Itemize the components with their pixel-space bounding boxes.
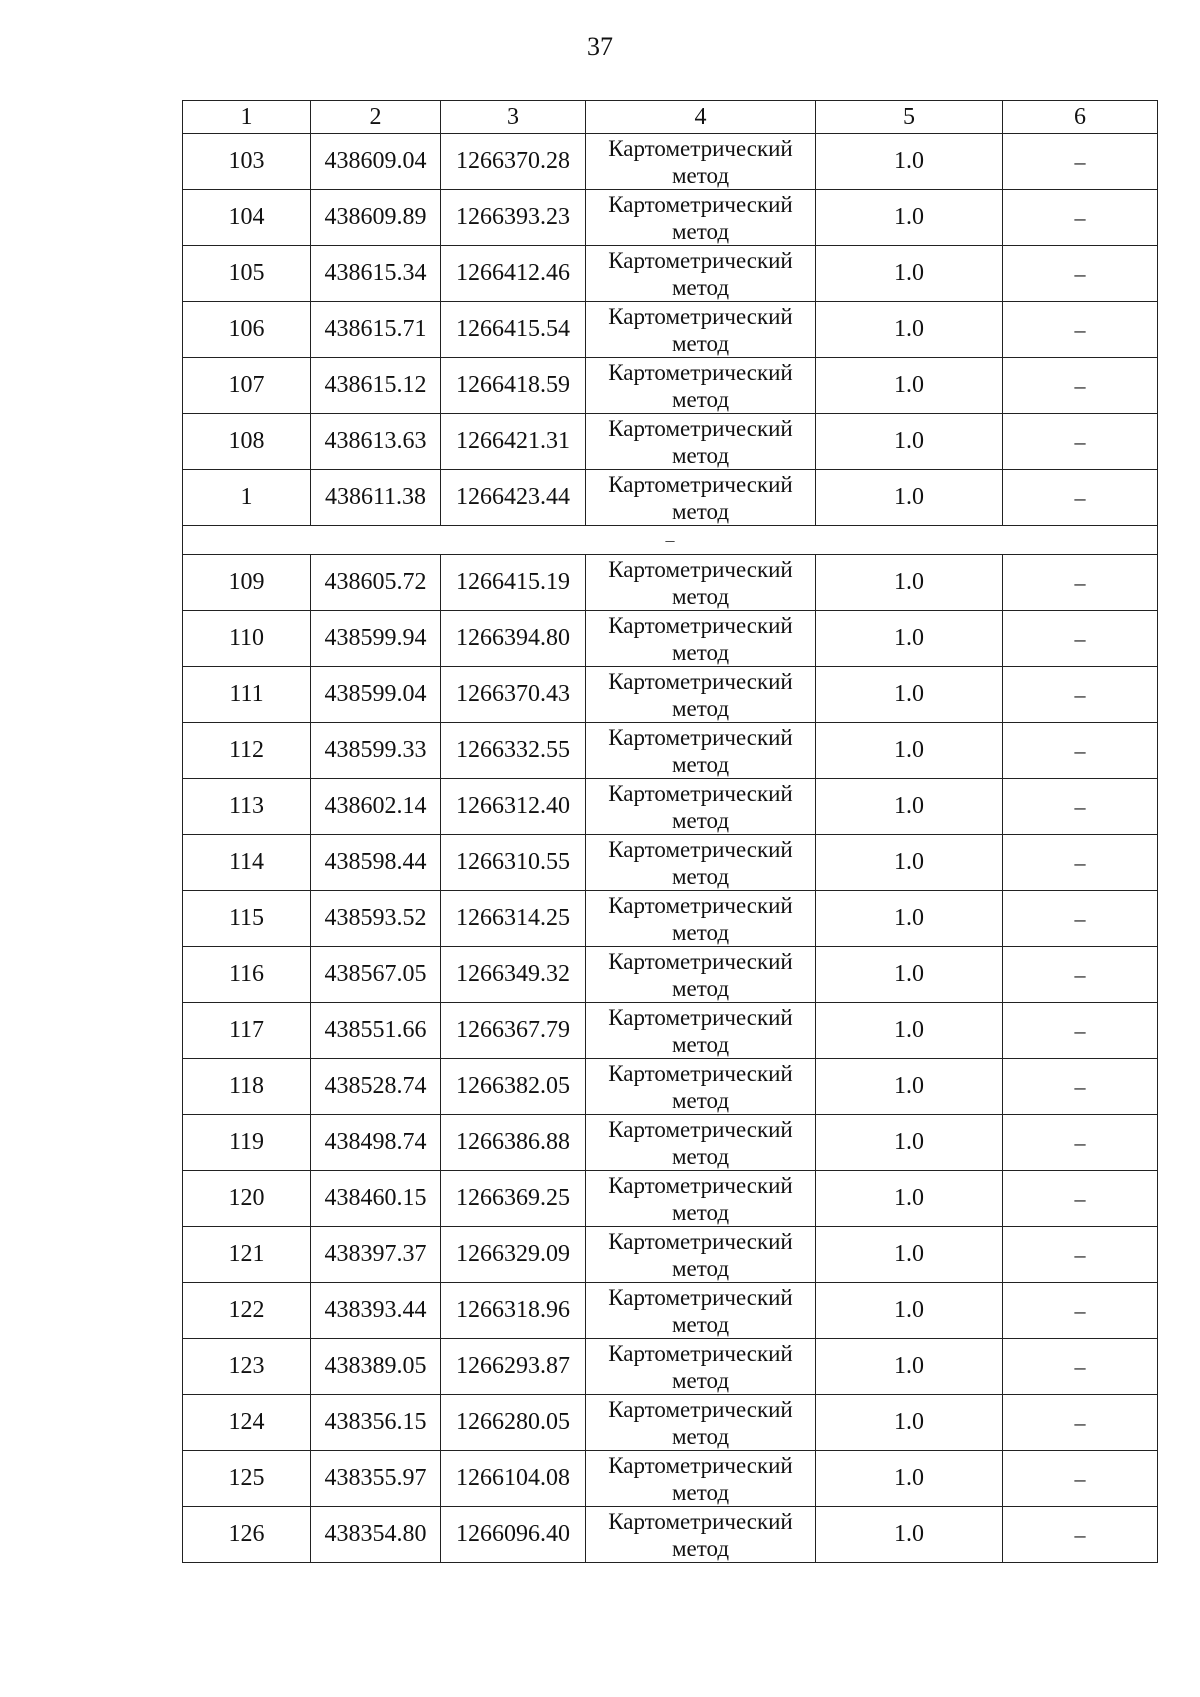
point-number-cell: 124 — [183, 1395, 311, 1451]
accuracy-cell: 1.0 — [816, 1115, 1003, 1171]
description-cell: – — [1003, 1115, 1158, 1171]
table-row — [183, 358, 1158, 414]
point-number-cell: 103 — [183, 134, 311, 190]
column-header: 6 — [1003, 101, 1158, 134]
accuracy-cell: 1.0 — [816, 555, 1003, 611]
table-body — [183, 134, 1158, 1563]
description-cell: – — [1003, 555, 1158, 611]
y-coordinate-cell: 1266421.31 — [441, 414, 586, 470]
description-cell: – — [1003, 779, 1158, 835]
y-coordinate-cell: 1266370.43 — [441, 667, 586, 723]
method-cell: Картометрический метод — [586, 779, 816, 835]
point-number-cell: 115 — [183, 891, 311, 947]
description-cell: – — [1003, 1003, 1158, 1059]
point-number-cell: 118 — [183, 1059, 311, 1115]
table-row — [183, 779, 1158, 835]
y-coordinate-cell: 1266104.08 — [441, 1451, 586, 1507]
accuracy-cell: 1.0 — [816, 1059, 1003, 1115]
table-row — [183, 134, 1158, 190]
point-number-cell: 121 — [183, 1227, 311, 1283]
table-row — [183, 1171, 1158, 1227]
description-cell: – — [1003, 470, 1158, 526]
table-row — [183, 1507, 1158, 1563]
description-cell: – — [1003, 1171, 1158, 1227]
column-header: 1 — [183, 101, 311, 134]
description-cell: – — [1003, 891, 1158, 947]
x-coordinate-cell: 438389.05 — [311, 1339, 441, 1395]
x-coordinate-cell: 438498.74 — [311, 1115, 441, 1171]
point-number-cell: 104 — [183, 190, 311, 246]
table-row — [183, 470, 1158, 526]
point-number-cell: 110 — [183, 611, 311, 667]
x-coordinate-cell: 438393.44 — [311, 1283, 441, 1339]
accuracy-cell: 1.0 — [816, 1451, 1003, 1507]
y-coordinate-cell: 1266370.28 — [441, 134, 586, 190]
method-cell: Картометрический метод — [586, 1227, 816, 1283]
x-coordinate-cell: 438528.74 — [311, 1059, 441, 1115]
accuracy-cell: 1.0 — [816, 1171, 1003, 1227]
accuracy-cell: 1.0 — [816, 414, 1003, 470]
description-cell: – — [1003, 302, 1158, 358]
table-row — [183, 611, 1158, 667]
accuracy-cell: 1.0 — [816, 779, 1003, 835]
contour-separator-row — [183, 526, 1158, 555]
accuracy-cell: 1.0 — [816, 667, 1003, 723]
y-coordinate-cell: 1266280.05 — [441, 1395, 586, 1451]
y-coordinate-cell: 1266415.19 — [441, 555, 586, 611]
description-cell: – — [1003, 358, 1158, 414]
method-cell: Картометрический метод — [586, 835, 816, 891]
accuracy-cell: 1.0 — [816, 358, 1003, 414]
description-cell: – — [1003, 947, 1158, 1003]
x-coordinate-cell: 438613.63 — [311, 414, 441, 470]
table-row — [183, 1451, 1158, 1507]
coordinates-table — [182, 100, 1158, 1563]
method-cell: Картометрический метод — [586, 414, 816, 470]
method-cell: Картометрический метод — [586, 1283, 816, 1339]
y-coordinate-cell: 1266312.40 — [441, 779, 586, 835]
y-coordinate-cell: 1266382.05 — [441, 1059, 586, 1115]
accuracy-cell: 1.0 — [816, 611, 1003, 667]
method-cell: Картометрический метод — [586, 1507, 816, 1563]
method-cell: Картометрический метод — [586, 611, 816, 667]
method-cell: Картометрический метод — [586, 246, 816, 302]
y-coordinate-cell: 1266314.25 — [441, 891, 586, 947]
column-header: 3 — [441, 101, 586, 134]
y-coordinate-cell: 1266412.46 — [441, 246, 586, 302]
method-cell: Картометрический метод — [586, 1339, 816, 1395]
accuracy-cell: 1.0 — [816, 470, 1003, 526]
x-coordinate-cell: 438355.97 — [311, 1451, 441, 1507]
method-cell: Картометрический метод — [586, 358, 816, 414]
table-row — [183, 1339, 1158, 1395]
table-row — [183, 835, 1158, 891]
accuracy-cell: 1.0 — [816, 246, 1003, 302]
table-row — [183, 1003, 1158, 1059]
table-row — [183, 1059, 1158, 1115]
y-coordinate-cell: 1266423.44 — [441, 470, 586, 526]
x-coordinate-cell: 438615.34 — [311, 246, 441, 302]
accuracy-cell: 1.0 — [816, 302, 1003, 358]
y-coordinate-cell: 1266293.87 — [441, 1339, 586, 1395]
accuracy-cell: 1.0 — [816, 947, 1003, 1003]
method-cell: Картометрический метод — [586, 891, 816, 947]
table-row — [183, 246, 1158, 302]
method-cell: Картометрический метод — [586, 1059, 816, 1115]
description-cell: – — [1003, 1507, 1158, 1563]
accuracy-cell: 1.0 — [816, 190, 1003, 246]
x-coordinate-cell: 438602.14 — [311, 779, 441, 835]
point-number-cell: 106 — [183, 302, 311, 358]
accuracy-cell: 1.0 — [816, 723, 1003, 779]
method-cell: Картометрический метод — [586, 947, 816, 1003]
point-number-cell: 111 — [183, 667, 311, 723]
description-cell: – — [1003, 414, 1158, 470]
y-coordinate-cell: 1266418.59 — [441, 358, 586, 414]
table-row — [183, 1395, 1158, 1451]
description-cell: – — [1003, 1283, 1158, 1339]
point-number-cell: 108 — [183, 414, 311, 470]
method-cell: Картометрический метод — [586, 723, 816, 779]
accuracy-cell: 1.0 — [816, 1003, 1003, 1059]
method-cell: Картометрический метод — [586, 1451, 816, 1507]
method-cell: Картометрический метод — [586, 1395, 816, 1451]
column-header: 5 — [816, 101, 1003, 134]
method-cell: Картометрический метод — [586, 555, 816, 611]
table-row — [183, 891, 1158, 947]
accuracy-cell: 1.0 — [816, 835, 1003, 891]
accuracy-cell: 1.0 — [816, 1339, 1003, 1395]
x-coordinate-cell: 438605.72 — [311, 555, 441, 611]
accuracy-cell: 1.0 — [816, 1227, 1003, 1283]
accuracy-cell: 1.0 — [816, 891, 1003, 947]
description-cell: – — [1003, 246, 1158, 302]
x-coordinate-cell: 438599.04 — [311, 667, 441, 723]
method-cell: Картометрический метод — [586, 302, 816, 358]
point-number-cell: 117 — [183, 1003, 311, 1059]
method-cell: Картометрический метод — [586, 667, 816, 723]
point-number-cell: 112 — [183, 723, 311, 779]
x-coordinate-cell: 438611.38 — [311, 470, 441, 526]
description-cell: – — [1003, 1339, 1158, 1395]
description-cell: – — [1003, 190, 1158, 246]
method-cell: Картометрический метод — [586, 1171, 816, 1227]
point-number-cell: 116 — [183, 947, 311, 1003]
accuracy-cell: 1.0 — [816, 134, 1003, 190]
point-number-cell: 123 — [183, 1339, 311, 1395]
table-row — [183, 1283, 1158, 1339]
x-coordinate-cell: 438356.15 — [311, 1395, 441, 1451]
table-row — [183, 947, 1158, 1003]
accuracy-cell: 1.0 — [816, 1395, 1003, 1451]
y-coordinate-cell: 1266332.55 — [441, 723, 586, 779]
description-cell: – — [1003, 1395, 1158, 1451]
separator-dash: – — [183, 526, 1158, 555]
point-number-cell: 119 — [183, 1115, 311, 1171]
table-row — [183, 723, 1158, 779]
table-row — [183, 302, 1158, 358]
x-coordinate-cell: 438567.05 — [311, 947, 441, 1003]
accuracy-cell: 1.0 — [816, 1283, 1003, 1339]
y-coordinate-cell: 1266329.09 — [441, 1227, 586, 1283]
description-cell: – — [1003, 667, 1158, 723]
x-coordinate-cell: 438598.44 — [311, 835, 441, 891]
point-number-cell: 113 — [183, 779, 311, 835]
point-number-cell: 1 — [183, 470, 311, 526]
y-coordinate-cell: 1266386.88 — [441, 1115, 586, 1171]
description-cell: – — [1003, 1059, 1158, 1115]
column-header: 4 — [586, 101, 816, 134]
table-header-row — [183, 101, 1158, 134]
description-cell: – — [1003, 134, 1158, 190]
y-coordinate-cell: 1266367.79 — [441, 1003, 586, 1059]
table-row — [183, 1115, 1158, 1171]
y-coordinate-cell: 1266393.23 — [441, 190, 586, 246]
description-cell: – — [1003, 835, 1158, 891]
point-number-cell: 105 — [183, 246, 311, 302]
point-number-cell: 126 — [183, 1507, 311, 1563]
x-coordinate-cell: 438615.71 — [311, 302, 441, 358]
point-number-cell: 122 — [183, 1283, 311, 1339]
description-cell: – — [1003, 1227, 1158, 1283]
x-coordinate-cell: 438615.12 — [311, 358, 441, 414]
x-coordinate-cell: 438551.66 — [311, 1003, 441, 1059]
method-cell: Картометрический метод — [586, 134, 816, 190]
x-coordinate-cell: 438460.15 — [311, 1171, 441, 1227]
y-coordinate-cell: 1266349.32 — [441, 947, 586, 1003]
point-number-cell: 120 — [183, 1171, 311, 1227]
page-number: 37 — [587, 32, 613, 61]
x-coordinate-cell: 438599.33 — [311, 723, 441, 779]
point-number-cell: 125 — [183, 1451, 311, 1507]
method-cell: Картометрический метод — [586, 190, 816, 246]
table-row — [183, 414, 1158, 470]
x-coordinate-cell: 438354.80 — [311, 1507, 441, 1563]
y-coordinate-cell: 1266369.25 — [441, 1171, 586, 1227]
y-coordinate-cell: 1266096.40 — [441, 1507, 586, 1563]
x-coordinate-cell: 438599.94 — [311, 611, 441, 667]
description-cell: – — [1003, 611, 1158, 667]
method-cell: Картометрический метод — [586, 1115, 816, 1171]
y-coordinate-cell: 1266415.54 — [441, 302, 586, 358]
table-row — [183, 1227, 1158, 1283]
x-coordinate-cell: 438593.52 — [311, 891, 441, 947]
point-number-cell: 107 — [183, 358, 311, 414]
table-row — [183, 667, 1158, 723]
x-coordinate-cell: 438397.37 — [311, 1227, 441, 1283]
y-coordinate-cell: 1266394.80 — [441, 611, 586, 667]
y-coordinate-cell: 1266310.55 — [441, 835, 586, 891]
description-cell: – — [1003, 723, 1158, 779]
description-cell: – — [1003, 1451, 1158, 1507]
x-coordinate-cell: 438609.04 — [311, 134, 441, 190]
table-row — [183, 555, 1158, 611]
y-coordinate-cell: 1266318.96 — [441, 1283, 586, 1339]
point-number-cell: 114 — [183, 835, 311, 891]
method-cell: Картометрический метод — [586, 1003, 816, 1059]
point-number-cell: 109 — [183, 555, 311, 611]
table-row — [183, 190, 1158, 246]
x-coordinate-cell: 438609.89 — [311, 190, 441, 246]
column-header: 2 — [311, 101, 441, 134]
method-cell: Картометрический метод — [586, 470, 816, 526]
accuracy-cell: 1.0 — [816, 1507, 1003, 1563]
